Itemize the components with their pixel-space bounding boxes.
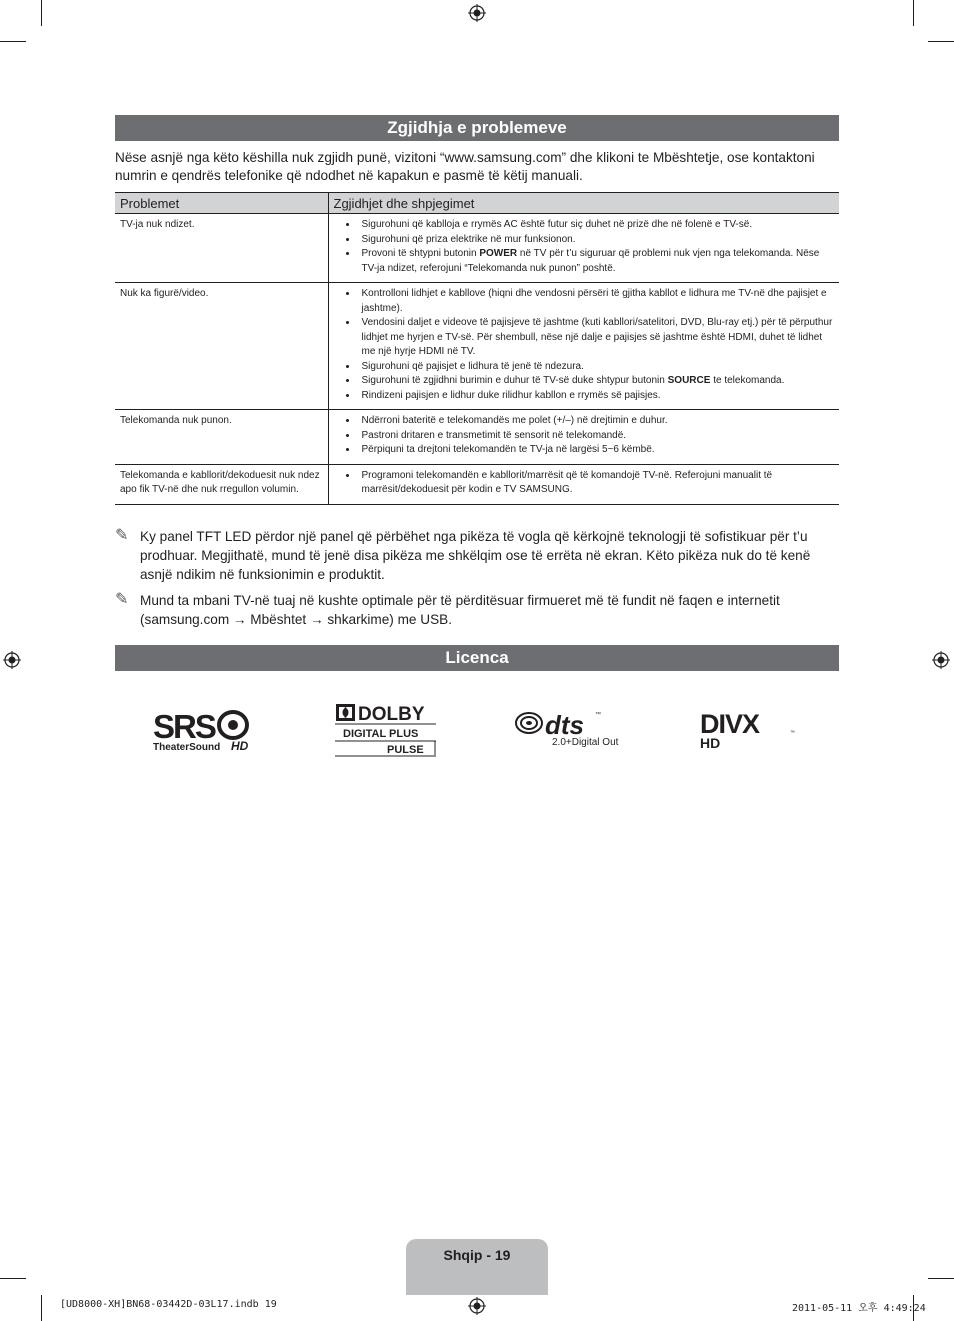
license-logos bbox=[115, 700, 839, 760]
section-title-license: Licenca bbox=[115, 645, 839, 671]
srs-text: SRS bbox=[153, 708, 215, 745]
srs-sub-text: TheaterSound bbox=[153, 742, 221, 753]
note bbox=[115, 591, 839, 629]
solution-item: • Sigurohuni që kablloja e rrymës AC është futur siç duhet në prizë dhe në folenë e TV-së. bbox=[358, 218, 835, 233]
registration-mark-icon bbox=[932, 651, 950, 669]
solution-item: • Rindizeni pajisjen e lidhur duke rilidhur kabllon e rrymës së pajisjes. bbox=[358, 389, 835, 404]
solution-item: • Sigurohuni që priza elektrike në mur funksionon. bbox=[358, 233, 835, 248]
page-number-tab: Shqip - 19 bbox=[406, 1239, 548, 1295]
pencil-note-icon: ✎ bbox=[115, 527, 129, 544]
solution-cell bbox=[328, 214, 839, 283]
dts-text: dts bbox=[545, 710, 584, 740]
solution-item: • Sigurohuni që pajisjet e lidhura të jenë të ndezura. bbox=[358, 360, 835, 375]
divx-hd-text: HD bbox=[700, 735, 721, 751]
table-header-row bbox=[115, 193, 839, 214]
table-row bbox=[115, 410, 839, 465]
crop-mark bbox=[0, 41, 26, 42]
srs-theatersound-hd-logo bbox=[153, 708, 258, 753]
registration-mark-icon bbox=[468, 1297, 486, 1315]
dolby-digital-plus-pulse-logo bbox=[335, 703, 439, 758]
crop-mark bbox=[41, 0, 42, 26]
dolby-line1-text: DIGITAL PLUS bbox=[343, 728, 419, 740]
solution-cell bbox=[328, 464, 839, 504]
solution-item: • Ndërroni bateritë e telekomandës me polet (+/–) në drejtimin e duhur. bbox=[358, 414, 835, 429]
divx-hd-logo bbox=[700, 708, 800, 752]
solution-cell bbox=[328, 283, 839, 410]
crop-mark bbox=[41, 1295, 42, 1321]
crop-mark bbox=[0, 1278, 26, 1279]
srs-hd-text: HD bbox=[231, 739, 249, 753]
table-row bbox=[115, 464, 839, 504]
divx-text: DIVX bbox=[700, 709, 760, 739]
dts-sub-text: 2.0+Digital Out bbox=[552, 737, 619, 748]
solution-item: • Përpiquni ta drejtoni telekomandën te TV-ja në largësi 5~6 këmbë. bbox=[358, 443, 835, 458]
table-row bbox=[115, 214, 839, 283]
note bbox=[115, 527, 839, 584]
solution-item: • Kontrolloni lidhjet e kabllove (hiqni dhe vendosni përsëri të gjitha kabllot e lidhura me TV-në dhe pajisjet e jashtme). bbox=[358, 287, 835, 316]
solution-item: • Provoni të shtypni butonin POWER në TV për t’u siguruar që problemi nuk vjen nga telekomanda. Nëse TV-ja ndizet, referojuni “Telekomanda nuk punon” poshtë. bbox=[358, 247, 835, 276]
intro-paragraph: Nëse asnjë nga këto këshilla nuk zgjidh punë, vizitoni “www.samsung.com” dhe klikoni te Mbështetje, ose kontaktoni numrin e qendrës telefonike që ndodhet në kapakun e pasmë të këtij manuali. bbox=[115, 150, 815, 183]
crop-mark bbox=[928, 1278, 954, 1279]
solution-item: • Pastroni dritaren e transmetimit të sensorit në telekomandë. bbox=[358, 429, 835, 444]
registration-mark-icon bbox=[468, 4, 486, 22]
crop-mark bbox=[928, 41, 954, 42]
notes bbox=[115, 527, 839, 636]
dts-tm-text: ™ bbox=[595, 712, 601, 718]
note-text: Ky panel TFT LED përdor një panel që përbëhet nga pikëza të vogla që kërkojnë teknologji të sofistikuar për t’u prodhuar. Megjithatë, mund të jenë disa pikëza me shkëlqim ose të errëta në ekran. Këto pikëza nuk do të kenë asnjë ndikim në funksionimin e produktit. bbox=[140, 529, 811, 582]
problem-cell: Telekomanda nuk punon. bbox=[115, 410, 328, 465]
registration-mark-icon bbox=[3, 651, 21, 669]
problem-cell: TV-ja nuk ndizet. bbox=[115, 214, 328, 283]
column-header: Problemet bbox=[115, 193, 328, 214]
crop-mark bbox=[913, 0, 914, 26]
dolby-line2-text: PULSE bbox=[387, 744, 424, 756]
divx-tm-text: ™ bbox=[790, 730, 795, 736]
dolby-text: DOLBY bbox=[358, 704, 425, 725]
dts-digital-out-logo bbox=[515, 708, 623, 750]
solution-item: • Sigurohuni të zgjidhni burimin e duhur të TV-së duke shtypur butonin SOURCE te telekomanda. bbox=[358, 374, 835, 389]
pencil-note-icon: ✎ bbox=[115, 591, 129, 608]
solution-item: • Vendosini daljet e videove të pajisjeve të jashtme (kuti kabllori/satelitori, DVD, Blu-ray etj.) për të përputhur lidhjet me hyrjen e TV-së. Për shembull, nëse një dalje e pajisjes së jashtme është HDMI, duhet të lidhet me një hyrje HDMI në TV. bbox=[358, 316, 835, 360]
section-title-troubleshooting: Zgjidhja e problemeve bbox=[115, 115, 839, 141]
table-row bbox=[115, 283, 839, 410]
troubleshooting-table bbox=[115, 192, 839, 505]
note-text: Mund ta mbani TV-në tuaj në kushte optimale për të përditësuar firmueret më të fundit në faqen e internetit (samsung.com → Mbështet → shkarkime) me USB. bbox=[140, 593, 780, 627]
column-header: Zgjidhjet dhe shpjegimet bbox=[328, 193, 839, 214]
file-slug: [UD8000-XH]BN68-03442D-03L17.indb 19 bbox=[60, 1299, 277, 1310]
problem-cell: Nuk ka figurë/video. bbox=[115, 283, 328, 410]
problem-cell: Telekomanda e kabllorit/dekoduesit nuk ndez apo fik TV-në dhe nuk rregullon volumin. bbox=[115, 464, 328, 504]
solution-cell bbox=[328, 410, 839, 465]
datetime-slug: 2011-05-11 오후 4:49:24 bbox=[792, 1303, 926, 1314]
solution-item: • Programoni telekomandën e kabllorit/marrësit që të komandojë TV-në. Referojuni manualit të marrësit/dekoduesit për kodin e TV SAMSUNG. bbox=[358, 469, 835, 498]
